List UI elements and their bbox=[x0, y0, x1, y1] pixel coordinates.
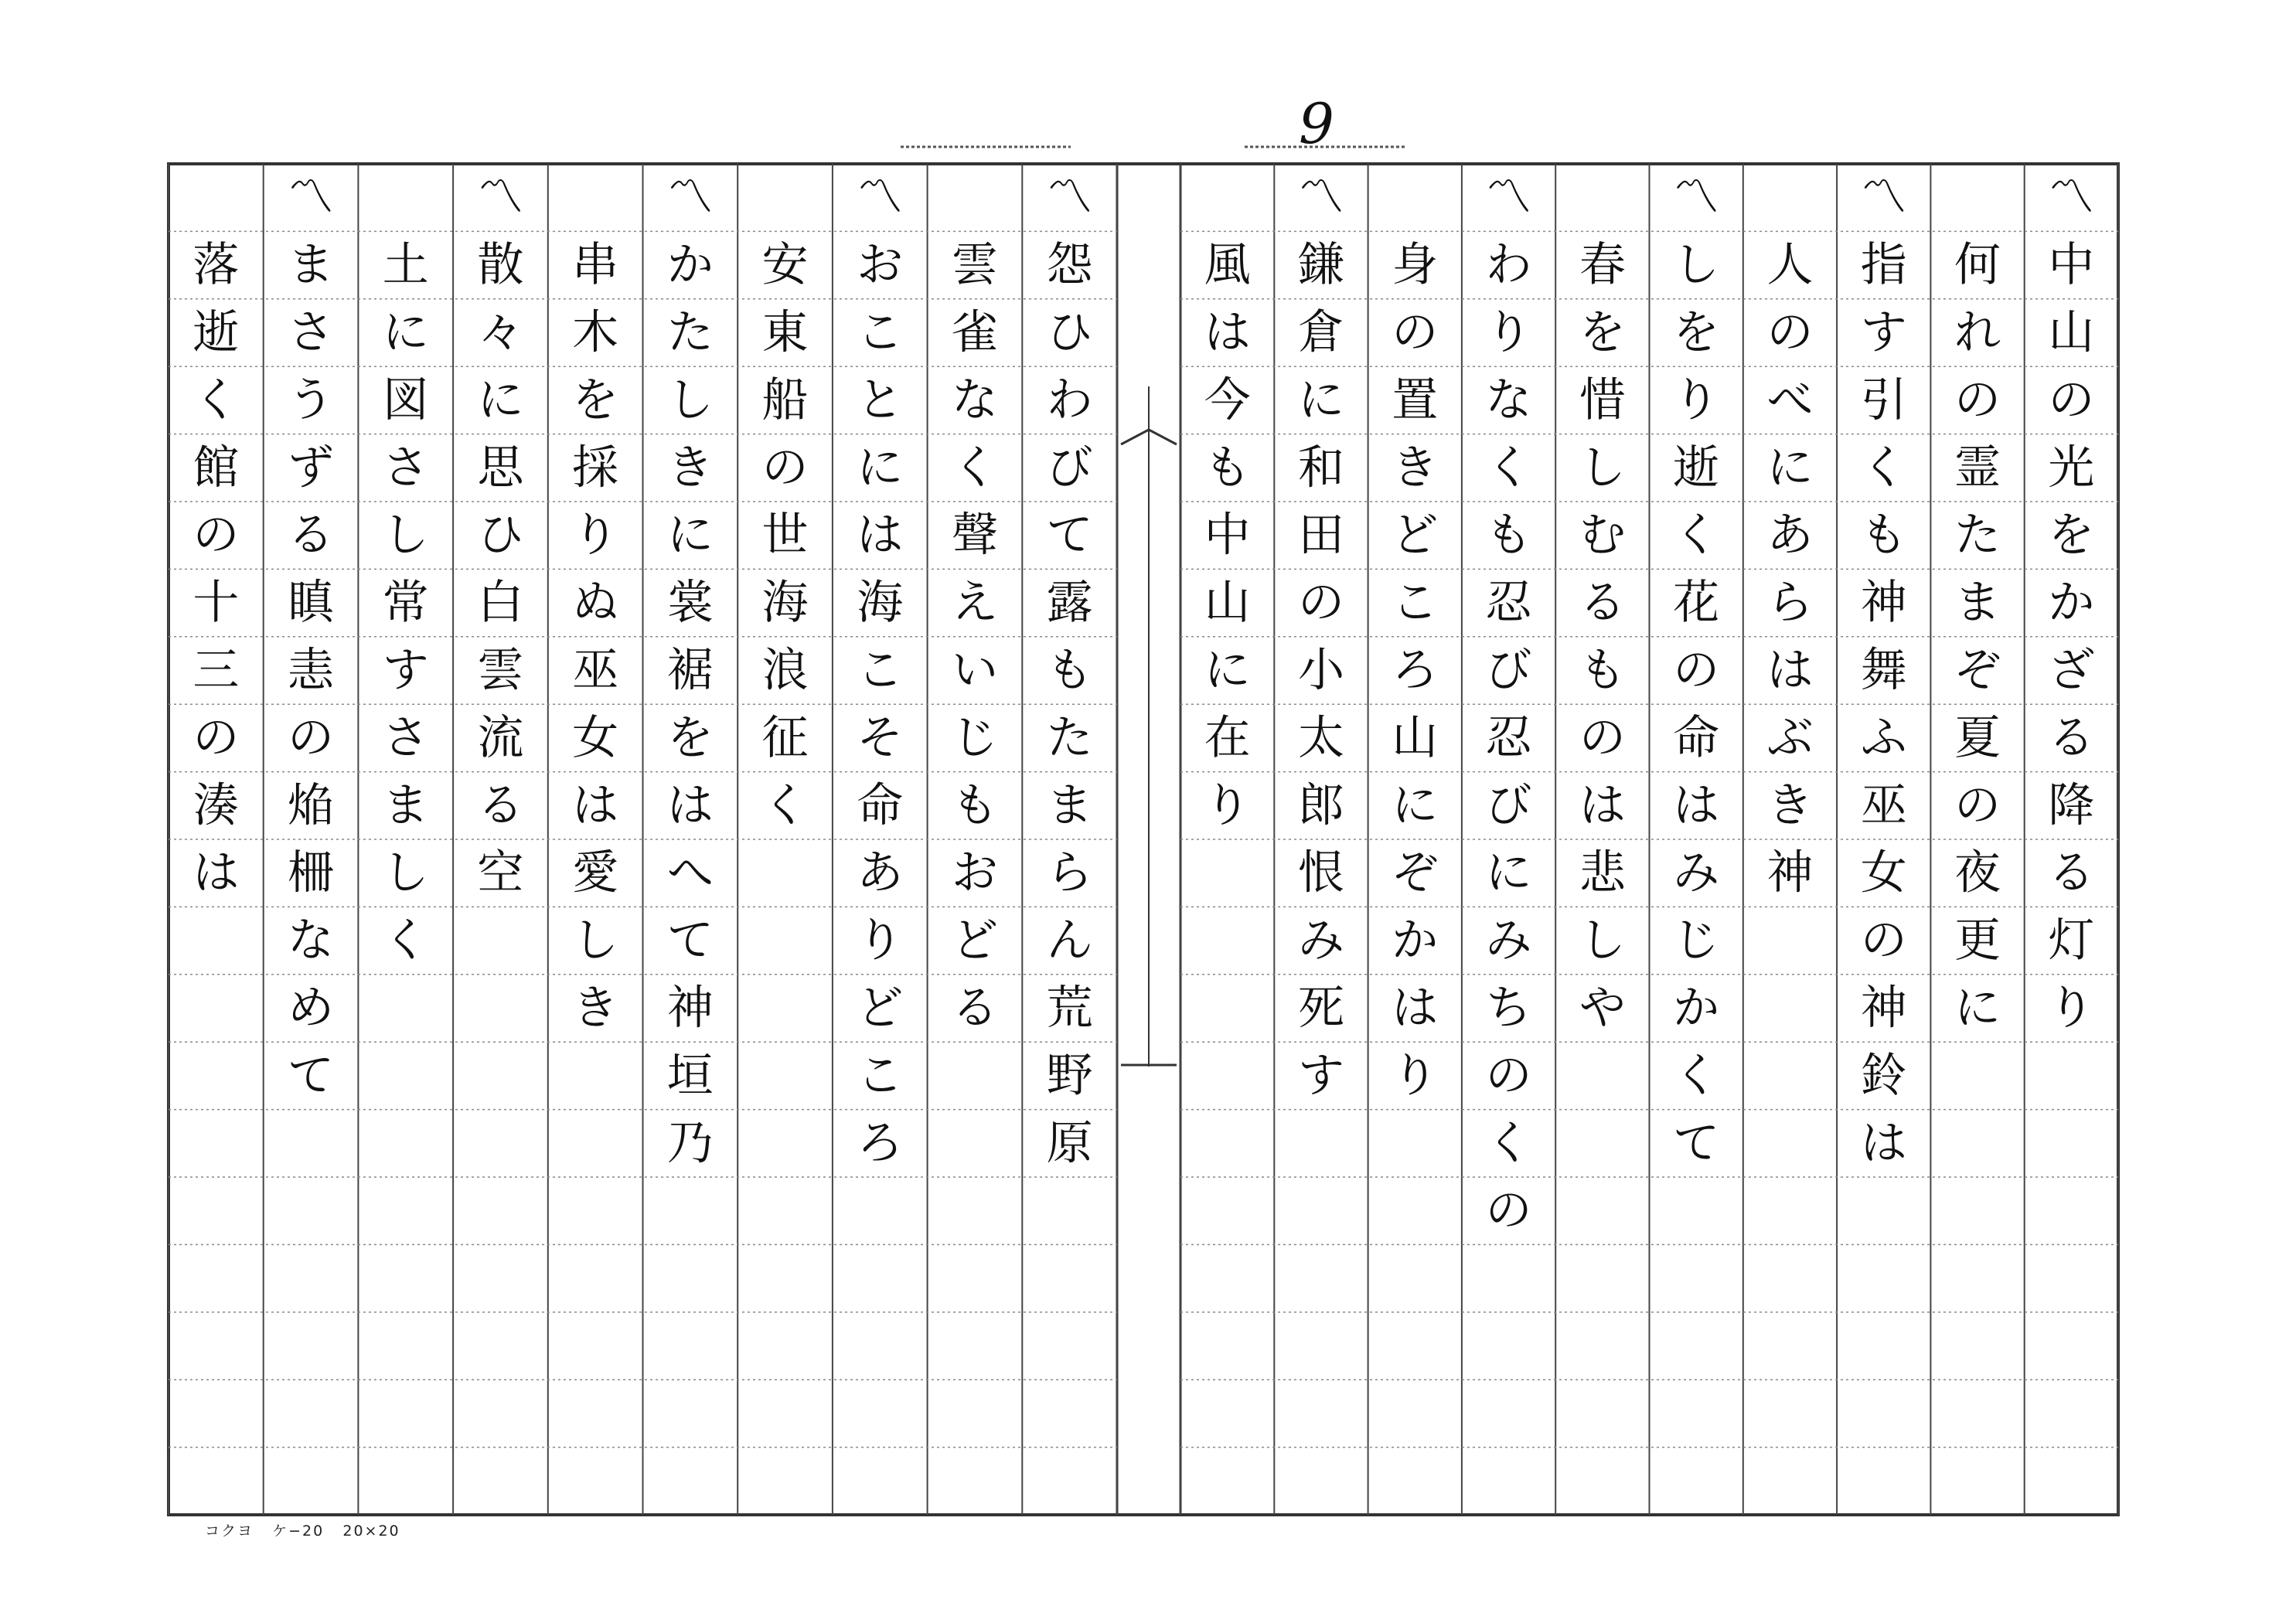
manuscript-char: じ bbox=[951, 710, 998, 765]
manuscript-char: て bbox=[1046, 508, 1093, 563]
poem-column bbox=[192, 238, 239, 900]
poem-column bbox=[1392, 238, 1438, 1103]
manuscript-char: は bbox=[1392, 981, 1439, 1036]
manuscript-char: を bbox=[2048, 508, 2095, 563]
manuscript-char: 山 bbox=[1392, 710, 1439, 765]
manuscript-char: す bbox=[1297, 1048, 1344, 1103]
manuscript-char: ふ bbox=[1860, 710, 1907, 765]
manuscript-char: の bbox=[1673, 643, 1720, 698]
manuscript-char: 惜 bbox=[1579, 373, 1626, 427]
manuscript-char: の bbox=[1954, 373, 2001, 427]
manuscript-char: 身 bbox=[1392, 238, 1439, 293]
manuscript-char: び bbox=[1485, 778, 1532, 833]
manuscript-char: か bbox=[1392, 914, 1439, 968]
manuscript-char: を bbox=[666, 710, 714, 765]
manuscript-char: ぞ bbox=[1954, 643, 2001, 698]
manuscript-char: お bbox=[951, 846, 998, 900]
manuscript-char: り bbox=[572, 508, 619, 563]
manuscript-char: 鈴 bbox=[1860, 1048, 1907, 1103]
manuscript-char: 引 bbox=[1860, 373, 1907, 427]
manuscript-char: 落 bbox=[192, 238, 240, 293]
manuscript-char: 〽 bbox=[1485, 170, 1532, 225]
manuscript-char: 聲 bbox=[951, 508, 998, 563]
manuscript-char: に bbox=[1954, 981, 2001, 1036]
manuscript-char: 海 bbox=[761, 576, 809, 631]
manuscript-char: ち bbox=[1485, 981, 1532, 1036]
manuscript-char: く bbox=[761, 778, 809, 833]
manuscript-char: ま bbox=[382, 778, 429, 833]
manuscript-char: く bbox=[1673, 1048, 1720, 1103]
manuscript-char: ひ bbox=[1046, 305, 1093, 360]
manuscript-char: 風 bbox=[1204, 238, 1251, 293]
manuscript-char: ず bbox=[288, 441, 335, 495]
manuscript-char: 命 bbox=[857, 778, 904, 833]
manuscript-char: 忍 bbox=[1485, 710, 1532, 765]
manuscript-char: 山 bbox=[1204, 576, 1251, 631]
manuscript-char: 常 bbox=[382, 576, 429, 631]
manuscript-char: は bbox=[192, 846, 240, 900]
manuscript-char: 忍 bbox=[1485, 576, 1532, 631]
manuscript-char: く bbox=[382, 914, 429, 968]
manuscript-char: 三 bbox=[192, 643, 240, 698]
manuscript-char: き bbox=[1392, 441, 1439, 495]
manuscript-char: は bbox=[572, 778, 619, 833]
manuscript-char: 降 bbox=[2048, 778, 2095, 833]
manuscript-char: び bbox=[1046, 441, 1093, 495]
manuscript-char: た bbox=[666, 305, 714, 360]
manuscript-char: 乃 bbox=[666, 1116, 714, 1171]
footer-code: ケ−20 bbox=[272, 1523, 325, 1540]
manuscript-char: 和 bbox=[1297, 441, 1344, 495]
manuscript-char: や bbox=[1579, 981, 1626, 1036]
manuscript-char: は bbox=[1860, 1116, 1907, 1171]
manuscript-char: さ bbox=[382, 441, 429, 495]
manuscript-char: 鎌 bbox=[1297, 238, 1344, 293]
manuscript-char: 思 bbox=[477, 441, 524, 495]
manuscript-char: か bbox=[666, 238, 714, 293]
manuscript-char: 白 bbox=[477, 576, 524, 631]
manuscript-char: な bbox=[1485, 373, 1532, 427]
manuscript-char: た bbox=[1046, 710, 1093, 765]
manuscript-char: も bbox=[1046, 643, 1093, 698]
manuscript-char: る bbox=[1579, 576, 1626, 631]
manuscript-char: 夜 bbox=[1954, 846, 2001, 900]
manuscript-char: 神 bbox=[666, 981, 714, 1036]
manuscript-char: と bbox=[857, 373, 904, 427]
manuscript-char: な bbox=[288, 914, 335, 968]
manuscript-char: は bbox=[1766, 643, 1814, 698]
manuscript-char: 雲 bbox=[951, 238, 998, 293]
manuscript-char: 恚 bbox=[288, 643, 335, 698]
manuscript-char: 灯 bbox=[2048, 914, 2095, 968]
manuscript-char: ひ bbox=[477, 508, 524, 563]
manuscript-char: そ bbox=[857, 710, 904, 765]
manuscript-char: 〽 bbox=[477, 170, 524, 225]
manuscript-char: 〽 bbox=[1046, 170, 1093, 225]
manuscript-char: 郎 bbox=[1297, 778, 1344, 833]
manuscript-char: て bbox=[288, 1048, 335, 1103]
manuscript-char: る bbox=[2048, 846, 2095, 900]
manuscript-char: し bbox=[1579, 441, 1626, 495]
manuscript-char: む bbox=[1579, 508, 1626, 563]
manuscript-char: 東 bbox=[761, 305, 809, 360]
poem-column bbox=[952, 238, 998, 1035]
manuscript-char: 流 bbox=[477, 710, 524, 765]
poem-column bbox=[1673, 171, 1719, 1171]
manuscript-char: の bbox=[1392, 305, 1439, 360]
manuscript-char: く bbox=[192, 373, 240, 427]
manuscript-char: り bbox=[1485, 305, 1532, 360]
manuscript-char: 田 bbox=[1297, 508, 1344, 563]
manuscript-char: 置 bbox=[1392, 373, 1439, 427]
footer-grid: 20×20 bbox=[342, 1523, 400, 1540]
manuscript-char: 神 bbox=[1860, 576, 1907, 631]
manuscript-char: に bbox=[1766, 441, 1814, 495]
manuscript-char: 々 bbox=[477, 305, 524, 360]
manuscript-char: ど bbox=[1392, 508, 1439, 563]
manuscript-char: 征 bbox=[761, 710, 809, 765]
poem-column bbox=[477, 171, 525, 900]
manuscript-char: き bbox=[666, 441, 714, 495]
manuscript-char: 人 bbox=[1766, 238, 1814, 293]
manuscript-char: し bbox=[1579, 914, 1626, 968]
manuscript-char: 瞋 bbox=[288, 576, 335, 631]
manuscript-char: か bbox=[1673, 981, 1720, 1036]
manuscript-char: き bbox=[1766, 778, 1814, 833]
manuscript-char: 串 bbox=[572, 238, 619, 293]
manuscript-char: に bbox=[382, 305, 429, 360]
manuscript-char: は bbox=[1579, 778, 1626, 833]
manuscript-char: に bbox=[666, 508, 714, 563]
manuscript-char: み bbox=[1485, 914, 1532, 968]
manuscript-char: 死 bbox=[1297, 981, 1344, 1036]
manuscript-char: さ bbox=[382, 710, 429, 765]
manuscript-char: の bbox=[1485, 1048, 1532, 1103]
manuscript-char: ど bbox=[951, 914, 998, 968]
manuscript-char: わ bbox=[1485, 238, 1532, 293]
manuscript-char: お bbox=[857, 238, 904, 293]
manuscript-char: な bbox=[951, 373, 998, 427]
manuscript-char: の bbox=[1297, 576, 1344, 631]
poem-column bbox=[1047, 171, 1094, 1171]
manuscript-char: 女 bbox=[572, 710, 619, 765]
manuscript-char: ど bbox=[857, 981, 904, 1036]
manuscript-char: こ bbox=[857, 1048, 904, 1103]
manuscript-char: 裳 bbox=[666, 576, 714, 631]
paper-footer-label bbox=[205, 1519, 400, 1540]
manuscript-char: 怨 bbox=[1046, 238, 1093, 293]
manuscript-char: 安 bbox=[761, 238, 809, 293]
manuscript-char: の bbox=[192, 710, 240, 765]
manuscript-char: さ bbox=[288, 305, 335, 360]
manuscript-char: も bbox=[1485, 508, 1532, 563]
manuscript-char: 裾 bbox=[666, 643, 714, 698]
manuscript-char: 雀 bbox=[951, 305, 998, 360]
manuscript-char: く bbox=[1860, 441, 1907, 495]
manuscript-char: へ bbox=[666, 846, 714, 900]
manuscript-char: り bbox=[1673, 373, 1720, 427]
manuscript-char: べ bbox=[1766, 373, 1814, 427]
manuscript-char: 船 bbox=[761, 373, 809, 427]
manuscript-char: は bbox=[857, 508, 904, 563]
manuscript-char: 倉 bbox=[1297, 305, 1344, 360]
manuscript-char: 〽 bbox=[1860, 170, 1907, 225]
manuscript-char: 湊 bbox=[192, 778, 240, 833]
poem-column bbox=[1861, 171, 1907, 1171]
manuscript-char: 〽 bbox=[666, 170, 714, 225]
manuscript-char: に bbox=[1297, 373, 1344, 427]
poem-column bbox=[2048, 171, 2094, 1036]
manuscript-char: 何 bbox=[1954, 238, 2001, 293]
manuscript-char: 図 bbox=[382, 373, 429, 427]
poem-column bbox=[762, 238, 809, 832]
manuscript-char: く bbox=[951, 441, 998, 495]
manuscript-char: 舞 bbox=[1860, 643, 1907, 698]
manuscript-char: し bbox=[666, 373, 714, 427]
manuscript-char: 雲 bbox=[477, 643, 524, 698]
manuscript-char: 逝 bbox=[192, 305, 240, 360]
manuscript-char: 女 bbox=[1860, 846, 1907, 900]
manuscript-char: あ bbox=[1766, 508, 1814, 563]
manuscript-char: 今 bbox=[1204, 373, 1251, 427]
manuscript-char: 命 bbox=[1673, 710, 1720, 765]
manuscript-char: み bbox=[1673, 846, 1720, 900]
manuscript-char: し bbox=[1673, 238, 1720, 293]
manuscript-char: 十 bbox=[192, 576, 240, 631]
manuscript-char: ぶ bbox=[1766, 710, 1814, 765]
manuscript-char: し bbox=[382, 846, 429, 900]
manuscript-char: の bbox=[1860, 914, 1907, 968]
manuscript-char: ろ bbox=[1392, 643, 1439, 698]
manuscript-char: も bbox=[1204, 441, 1251, 495]
poem-column bbox=[667, 171, 714, 1171]
manuscript-char: 木 bbox=[572, 305, 619, 360]
manuscript-char: に bbox=[1485, 846, 1532, 900]
manuscript-char: る bbox=[477, 778, 524, 833]
manuscript-char: に bbox=[477, 373, 524, 427]
manuscript-char: じ bbox=[1673, 914, 1720, 968]
manuscript-char: も bbox=[1579, 643, 1626, 698]
manuscript-char: ぞ bbox=[1392, 846, 1439, 900]
manuscript-char: の bbox=[192, 508, 240, 563]
manuscript-char: ま bbox=[1954, 576, 2001, 631]
manuscript-char: 太 bbox=[1297, 710, 1344, 765]
manuscript-char: 散 bbox=[477, 238, 524, 293]
manuscript-char: り bbox=[1204, 778, 1251, 833]
manuscript-char: に bbox=[1392, 778, 1439, 833]
manuscript-char: 荒 bbox=[1046, 981, 1093, 1036]
manuscript-char: こ bbox=[857, 305, 904, 360]
manuscript-char: 更 bbox=[1954, 914, 2001, 968]
manuscript-char: 愛 bbox=[572, 846, 619, 900]
manuscript-char: を bbox=[572, 373, 619, 427]
manuscript-char: え bbox=[951, 576, 998, 631]
manuscript-char: ざ bbox=[2048, 643, 2095, 698]
manuscript-char: ら bbox=[1046, 846, 1093, 900]
manuscript-char: の bbox=[1485, 1183, 1532, 1238]
manuscript-char: 露 bbox=[1046, 576, 1093, 631]
manuscript-char: 原 bbox=[1046, 1116, 1093, 1171]
manuscript-char: た bbox=[1954, 508, 2001, 563]
manuscript-char: ま bbox=[1046, 778, 1093, 833]
manuscript-char: は bbox=[1673, 778, 1720, 833]
manuscript-char: 在 bbox=[1204, 710, 1251, 765]
manuscript-char: 〽 bbox=[2048, 170, 2095, 225]
manuscript-char: す bbox=[1860, 305, 1907, 360]
poem-column bbox=[1204, 238, 1251, 832]
manuscript-char: り bbox=[2048, 981, 2095, 1036]
manuscript-char: い bbox=[951, 643, 998, 698]
manuscript-char: 小 bbox=[1297, 643, 1344, 698]
manuscript-char: て bbox=[1673, 1116, 1720, 1171]
manuscript-char: く bbox=[1485, 1116, 1532, 1171]
manuscript-char: の bbox=[2048, 373, 2095, 427]
manuscript-char: 山 bbox=[2048, 305, 2095, 360]
manuscript-char: 夏 bbox=[1954, 710, 2001, 765]
manuscript-char: る bbox=[2048, 710, 2095, 765]
manuscript-char: 悲 bbox=[1579, 846, 1626, 900]
manuscript-char: れ bbox=[1954, 305, 2001, 360]
manuscript-char: る bbox=[951, 981, 998, 1036]
manuscript-char: 採 bbox=[572, 441, 619, 495]
manuscript-char: 神 bbox=[1766, 846, 1814, 900]
manuscript-char: 恨 bbox=[1297, 846, 1344, 900]
manuscript-char: ん bbox=[1046, 914, 1093, 968]
manuscript-char: 光 bbox=[2048, 441, 2095, 495]
manuscript-char: く bbox=[1485, 441, 1532, 495]
manuscript-char: 霊 bbox=[1954, 441, 2001, 495]
manuscript-char: 土 bbox=[382, 238, 429, 293]
manuscript-char: わ bbox=[1046, 373, 1093, 427]
manuscript-char: の bbox=[1766, 305, 1814, 360]
manuscript-char: く bbox=[1673, 508, 1720, 563]
manuscript-char: う bbox=[288, 373, 335, 427]
manuscript-char: 神 bbox=[1860, 981, 1907, 1036]
manuscript-char: 焔 bbox=[288, 778, 335, 833]
manuscript-char: も bbox=[951, 778, 998, 833]
manuscript-char: 空 bbox=[477, 846, 524, 900]
manuscript-char: か bbox=[2048, 576, 2095, 631]
manuscript-char: て bbox=[666, 914, 714, 968]
manuscript-char: の bbox=[1954, 778, 2001, 833]
footer-brand: コクヨ bbox=[205, 1523, 254, 1540]
manuscript-char: の bbox=[761, 441, 809, 495]
manuscript-char: 柵 bbox=[288, 846, 335, 900]
manuscript-char: す bbox=[382, 643, 429, 698]
poem-column bbox=[857, 171, 903, 1171]
manuscript-char: 浪 bbox=[761, 643, 809, 698]
manuscript-char: 海 bbox=[857, 576, 904, 631]
manuscript-char: き bbox=[572, 981, 619, 1036]
manuscript-char: 世 bbox=[761, 508, 809, 563]
manuscript-char: り bbox=[857, 914, 904, 968]
manuscript-char: 中 bbox=[1204, 508, 1251, 563]
grid-lines bbox=[169, 164, 2118, 1515]
manuscript-char: 〽 bbox=[1297, 170, 1344, 225]
manuscript-char: め bbox=[288, 981, 335, 1036]
manuscript-char: ら bbox=[1766, 576, 1814, 631]
manuscript-char: こ bbox=[1392, 576, 1439, 631]
manuscript-char: ま bbox=[288, 238, 335, 293]
manuscript-char: 巫 bbox=[1860, 778, 1907, 833]
manuscript-char: の bbox=[1579, 710, 1626, 765]
manuscript-char: は bbox=[666, 778, 714, 833]
manuscript-char: に bbox=[1204, 643, 1251, 698]
manuscript-char: し bbox=[382, 508, 429, 563]
manuscript-char: 花 bbox=[1673, 576, 1720, 631]
manuscript-char: み bbox=[1297, 914, 1344, 968]
manuscript-char: 巫 bbox=[572, 643, 619, 698]
manuscript-char: 垣 bbox=[666, 1048, 714, 1103]
manuscript-char: 春 bbox=[1579, 238, 1626, 293]
manuscript-char: 〽 bbox=[1673, 170, 1720, 225]
manuscript-char: ぬ bbox=[572, 576, 619, 631]
poem-column bbox=[572, 238, 618, 1035]
manuscript-char: り bbox=[1392, 1048, 1439, 1103]
manuscript-char: 野 bbox=[1046, 1048, 1093, 1103]
manuscript-char: ろ bbox=[857, 1116, 904, 1171]
manuscript-char: び bbox=[1485, 643, 1532, 698]
manuscript-char: は bbox=[1204, 305, 1251, 360]
manuscript-char: 逝 bbox=[1673, 441, 1720, 495]
manuscript-char: 〽 bbox=[857, 170, 904, 225]
manuscript-char: の bbox=[288, 710, 335, 765]
manuscript-char: も bbox=[1860, 508, 1907, 563]
manuscript-char: こ bbox=[857, 643, 904, 698]
manuscript-char: し bbox=[572, 914, 619, 968]
poem-column bbox=[1486, 171, 1534, 1238]
poem-column bbox=[383, 238, 429, 968]
page-number: 9 bbox=[1299, 91, 1334, 156]
manuscript-char: あ bbox=[857, 846, 904, 900]
manuscript-char: を bbox=[1579, 305, 1626, 360]
manuscript-char: 〽 bbox=[288, 170, 335, 225]
manuscript-char: 中 bbox=[2048, 238, 2095, 293]
poem-column bbox=[1766, 238, 1813, 900]
manuscript-char: る bbox=[288, 508, 335, 563]
manuscript-char: 指 bbox=[1860, 238, 1907, 293]
manuscript-char: に bbox=[857, 441, 904, 495]
manuscript-char: 館 bbox=[192, 441, 240, 495]
manuscript-char: を bbox=[1673, 305, 1720, 360]
